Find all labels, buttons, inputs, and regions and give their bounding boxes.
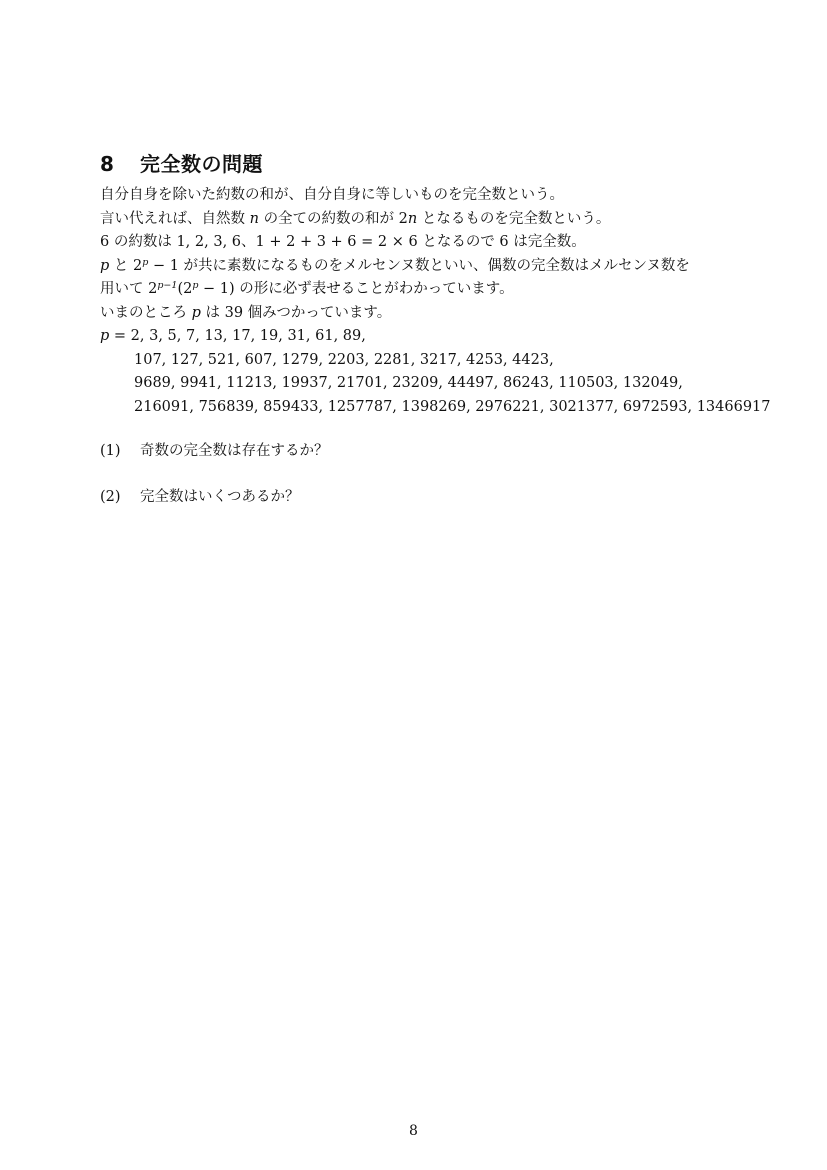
text-span: 自分自身を除いた約数の和が、自分自身に等しいものを完全数という。: [100, 187, 564, 203]
math-variable: n: [407, 210, 418, 227]
math-list: 1, 2, 3, 6: [176, 234, 242, 250]
text-span: は 39 個みつかっています。: [205, 304, 392, 321]
section-number: 8: [100, 152, 115, 176]
mersenne-exponent-list: 9689, 9941, 11213, 19937, 21701, 23209, 44497, 86243, 110503, 132049,: [134, 375, 683, 391]
mersenne-exponent-list: 216091, 756839, 859433, 1257787, 1398269, 2976221, 3021377, 6972593, 13466917: [134, 398, 771, 415]
mersenne-exponent-list: 107, 127, 521, 607, 1279, 2203, 2281, 3217, 4253, 4423,: [134, 351, 554, 368]
text-span: の全ての約数の和が: [263, 210, 395, 227]
question-number: (2): [100, 489, 121, 505]
text-span: 言い代えれば、自然数: [100, 210, 245, 227]
math-expression: − 1: [148, 257, 179, 274]
mersenne-list-row: [100, 349, 740, 373]
math-variable: n: [249, 210, 259, 227]
math-number: 2: [133, 257, 143, 274]
text-span: 、: [241, 234, 256, 250]
paragraph-line: [100, 278, 740, 302]
paragraph-line: [100, 255, 740, 279]
paragraph-line: [100, 184, 740, 208]
math-expression: − 1): [198, 281, 235, 297]
section-heading: [100, 148, 263, 177]
paragraph-line: [100, 208, 740, 232]
text-span: いまのところ: [100, 304, 187, 321]
math-expression: (2: [177, 281, 193, 297]
paragraph-line: [100, 231, 740, 255]
question-text: 完全数はいくつあるか？: [140, 489, 300, 505]
math-equals: =: [109, 328, 131, 344]
text-span: 用いて: [100, 281, 144, 297]
text-span: と: [113, 257, 129, 274]
text-span: 6 の約数は: [100, 234, 172, 250]
mersenne-list-row: [100, 325, 740, 349]
text-span: となるので 6 は完全数。: [422, 234, 586, 250]
question-item: [100, 485, 300, 506]
text-span: が共に素数になるものをメルセンヌ数といい、偶数の完全数はメルセンヌ数を: [183, 257, 690, 274]
math-number: 2: [148, 281, 158, 297]
mersenne-exponent-list: 2, 3, 5, 7, 13, 17, 19, 31, 61, 89,: [130, 328, 366, 344]
body-text: [100, 184, 771, 419]
question-item: [100, 439, 329, 460]
section-title: 完全数の問題: [140, 152, 263, 176]
math-variable: p: [100, 257, 110, 274]
math-variable: p: [100, 328, 110, 344]
math-equation: 1 + 2 + 3 + 6 = 2 × 6: [255, 234, 418, 250]
question-text: 奇数の完全数は存在するか？: [140, 443, 329, 459]
math-exponent: p: [192, 280, 199, 291]
math-exponent: p: [142, 256, 149, 268]
math-number: 2: [398, 210, 408, 227]
text-span: となるものを完全数という。: [421, 210, 611, 227]
math-variable: p: [191, 304, 201, 321]
page-number: 8: [409, 1123, 418, 1139]
math-exponent: p−1: [157, 280, 178, 291]
mersenne-list-row: [100, 372, 740, 396]
text-span: の形に必ず表せることがわかっています。: [239, 281, 514, 297]
question-number: (1): [100, 443, 121, 459]
paragraph-line: [100, 302, 740, 326]
mersenne-list-row: [100, 396, 771, 420]
